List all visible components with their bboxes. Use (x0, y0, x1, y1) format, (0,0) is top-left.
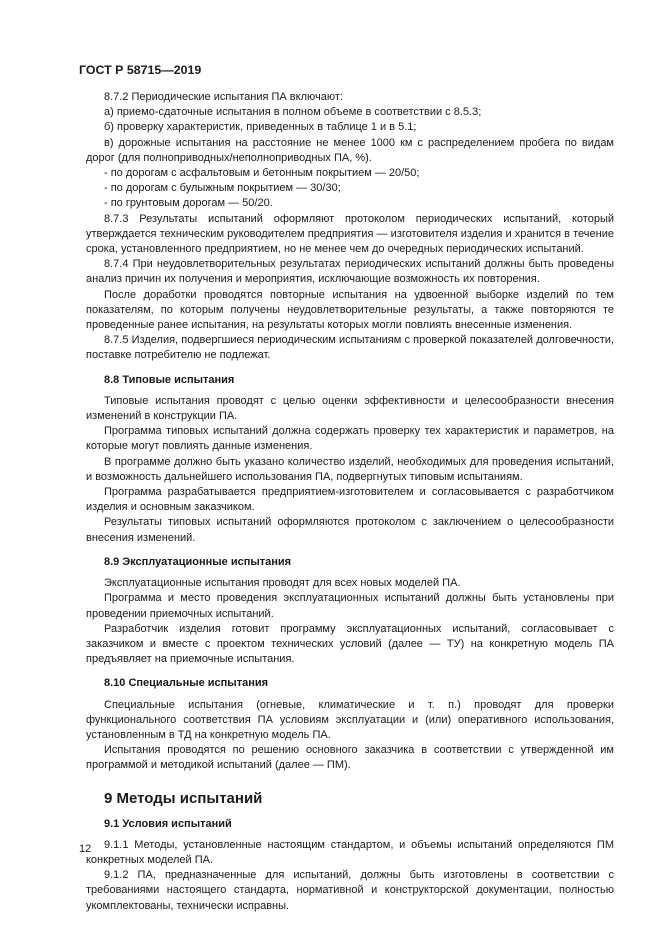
section-heading-8-9: 8.9 Эксплуатационные испытания (104, 555, 292, 568)
list-item: а) приемо-сдаточные испытания в полном объеме в соответствии с 8.5.3; (104, 106, 482, 119)
paragraph: Программа разрабатывается предприятием-изготовителем и согласовывается с разработчиком изделия и основным заказчиком. (86, 486, 614, 514)
section-heading-8-10: 8.10 Специальные испытания (104, 677, 269, 690)
list-item: - по дорогам с булыжным покрытием — 30/30; (104, 182, 341, 195)
list-item: б) проверку характеристик, приведенных в таблице 1 и в 5.1; (104, 121, 417, 134)
page-number: 12 (79, 843, 92, 855)
paragraph: 8.7.3 Результаты испытаний оформляют протоколом периодических испытаний, который утверждается техническим руководителем предприятия — изготовителя изделия и хранится в течение срока, установленного предприятием, но не менее чем до очередных периодических испытаний. (86, 212, 614, 256)
paragraph: Специальные испытания (огневые, климатические и т. п.) проводят для проверки функционального соответствия ПА условиям эксплуатации и (или) оперативного использования, установленным в ТД на конкретную модель ПА. (86, 698, 614, 741)
paragraph: Испытания проводятся по решению основного заказчика в соответствии с утвержденной им программой и методикой испытаний (далее — ПМ). (86, 744, 614, 772)
paragraph: 8.7.2 Периодические испытания ПА включают: (104, 91, 343, 103)
paragraph: Разработчик изделия готовит программу эксплуатационных испытаний, согласовывает с заказчиком и вместе с проектом технических условий (далее — ТУ) на конкретную модель ПА предъявляет на приемочные испытания. (86, 622, 614, 666)
paragraph: Результаты типовых испытаний оформляются протоколом с заключением о целесообразности внесения изменений. (86, 516, 614, 544)
paragraph: 8.7.4 При неудовлетворительных результатах периодических испытаний должны быть проведены анализ причин их получения и мероприятия, исключающие возможность их повторения. (86, 258, 614, 286)
chapter-heading-9: 9 Методы испытаний (104, 789, 263, 807)
list-item: - по дорогам с асфальтовым и бетонным покрытием — 20/50; (104, 167, 420, 180)
list-item: - по грунтовым дорогам — 50/20. (104, 197, 273, 210)
paragraph: Программа типовых испытаний должна содержать проверку тех характеристик и параметров, на которые могут повлиять данные изменения. (86, 425, 614, 453)
paragraph: В программе должно быть указано количество изделий, необходимых для проведения испытаний, и возможность дальнейшего использования ПА, подвергнутых типовым испытаниям. (86, 455, 614, 483)
section-heading-8-8: 8.8 Типовые испытания (104, 373, 235, 386)
paragraph: После доработки проводятся повторные испытания на удвоенной выборке изделий по тем показателям, по которым получены неудовлетворительные результаты, а также повторяются те проведенные ранее испытания, на результаты которых могли повлиять внесенные изменения. (86, 288, 614, 332)
document-header: ГОСТ Р 58715—2019 (79, 63, 202, 77)
paragraph: Эксплуатационные испытания проводят для всех новых моделей ПА. (104, 577, 461, 590)
section-heading-9-1: 9.1 Условия испытаний (104, 817, 232, 830)
paragraph: 8.7.5 Изделия, подвергшиеся периодическим испытаниям с проверкой показателей долговечности, поставке потребителю не подлежат. (86, 334, 614, 362)
paragraph: Программа и место проведения эксплуатационных испытаний должны быть установлены при проведении приемочных испытаний. (86, 592, 614, 620)
paragraph: Типовые испытания проводят с целью оценки эффективности и целесообразности внесения изменений в конструкции ПА. (86, 394, 614, 423)
paragraph: 9.1.1 Методы, установленные настоящим стандартом, и объемы испытаний определяются ПМ конкретных моделей ПА. (86, 838, 614, 866)
paragraph: 9.1.2 ПА, предназначенные для испытаний, должны быть изготовлены в соответствии с требованиями настоящего стандарта, нормативной и конструкторской документации, полностью укомплектованы, технически исправны. (86, 869, 614, 912)
document-body (86, 90, 614, 914)
list-item: в) дорожные испытания на расстояние не менее 1000 км с распределением пробега по видам дорог (для полноприводных/неполноприводных ПА, %). (86, 136, 614, 164)
